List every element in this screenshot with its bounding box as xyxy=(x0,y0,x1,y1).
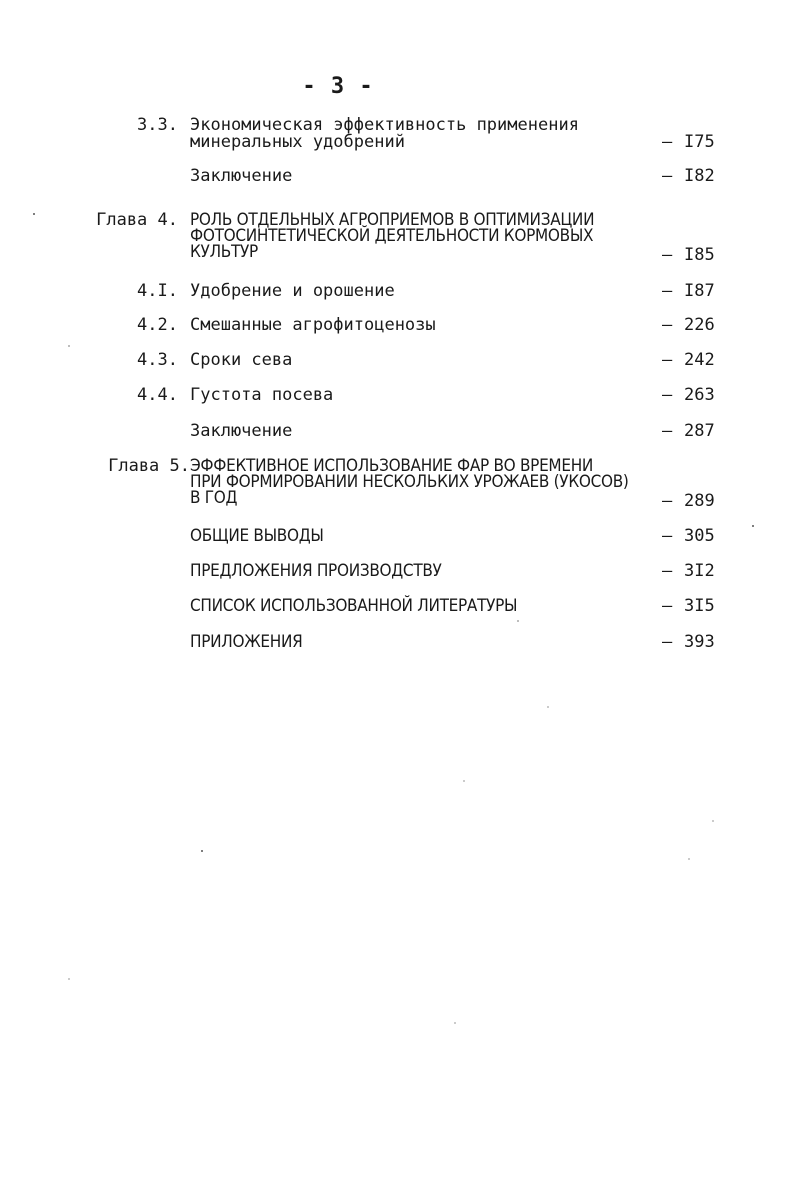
toc-entry-dash: – xyxy=(662,421,673,441)
toc-entry-page: 3I2 xyxy=(684,561,715,581)
scan-speck xyxy=(752,525,754,527)
toc-entry-page: 287 xyxy=(684,421,715,441)
toc-entry-dash: – xyxy=(662,561,673,581)
toc-entry-title: Смешанные агрофитоценозы xyxy=(190,315,436,335)
toc-entry-title: Заключение xyxy=(190,421,293,441)
toc-entry-title: ЭФФЕКТИВНОЕ ИСПОЛЬЗОВАНИЕ ФАР ВО ВРЕМЕНИ ПРИ ФОРМИРОВАНИИ НЕСКОЛЬКИХ УРОЖАЕВ (УКОСОВ) В ГОД xyxy=(190,456,629,508)
toc-entry-dash: – xyxy=(662,491,673,511)
toc-entry-dash: – xyxy=(662,132,673,152)
toc-entry-title: Сроки сева xyxy=(190,350,293,370)
toc-entry-dash: – xyxy=(662,281,673,301)
toc-entry-title: Удобрение и орошение xyxy=(190,281,395,301)
scan-speck xyxy=(454,1022,456,1024)
scan-speck xyxy=(688,858,690,860)
toc-entry-page: I75 xyxy=(684,132,715,152)
toc-entry-number: 4.3. xyxy=(137,350,178,370)
toc-entry-number: 4.4. xyxy=(137,385,178,405)
toc-entry-title: СПИСОК ИСПОЛЬЗОВАННОЙ ЛИТЕРАТУРЫ xyxy=(190,596,518,616)
toc-entry-title: Густота посева xyxy=(190,385,334,405)
toc-entry-page: 226 xyxy=(684,315,715,335)
toc-entry-dash: – xyxy=(662,350,673,370)
toc-entry-dash: – xyxy=(662,596,673,616)
toc-entry-page: 242 xyxy=(684,350,715,370)
toc-entry-dash: – xyxy=(662,526,673,546)
toc-entry-page: I87 xyxy=(684,281,715,301)
toc-entry-number: 4.I. xyxy=(137,281,178,301)
scan-speck xyxy=(712,820,714,822)
toc-entry-page: 289 xyxy=(684,491,715,511)
page-number: - 3 - xyxy=(302,74,374,99)
toc-entry-title: РОЛЬ ОТДЕЛЬНЫХ АГРОПРИЕМОВ В ОПТИМИЗАЦИИ ФОТОСИНТЕТИЧЕСКОЙ ДЕЯТЕЛЬНОСТИ КОРМОВЫХ КУЛЬТУР xyxy=(190,210,595,262)
toc-entry-page: 305 xyxy=(684,526,715,546)
toc-entry-title: Экономическая эффективность применения минеральных удобрений xyxy=(190,115,579,152)
toc-entry-title: ПРЕДЛОЖЕНИЯ ПРОИЗВОДСТВУ xyxy=(190,561,442,581)
toc-entry-number: Глава 5. xyxy=(108,456,190,476)
scan-speck xyxy=(68,978,70,980)
toc-entry-dash: – xyxy=(662,245,673,265)
toc-entry-page: I82 xyxy=(684,166,715,186)
scan-speck xyxy=(201,850,203,852)
toc-entry-page: 3I5 xyxy=(684,596,715,616)
toc-entry-page: I85 xyxy=(684,245,715,265)
toc-entry-page: 263 xyxy=(684,385,715,405)
toc-entry-number: 3.3. xyxy=(137,115,178,135)
toc-entry-dash: – xyxy=(662,385,673,405)
scan-speck xyxy=(547,706,549,708)
toc-entry-title: ОБЩИЕ ВЫВОДЫ xyxy=(190,526,324,546)
toc-entry-page: 393 xyxy=(684,632,715,652)
toc-entry-dash: – xyxy=(662,632,673,652)
scan-speck xyxy=(68,345,70,347)
scan-speck xyxy=(463,780,465,782)
toc-entry-number: Глава 4. xyxy=(96,210,178,230)
toc-entry-title: Заключение xyxy=(190,166,293,186)
scan-speck xyxy=(517,620,519,622)
toc-entry-title: ПРИЛОЖЕНИЯ xyxy=(190,632,303,652)
toc-entry-dash: – xyxy=(662,166,673,186)
toc-entry-dash: – xyxy=(662,315,673,335)
scan-speck xyxy=(33,213,35,215)
toc-entry-number: 4.2. xyxy=(137,315,178,335)
